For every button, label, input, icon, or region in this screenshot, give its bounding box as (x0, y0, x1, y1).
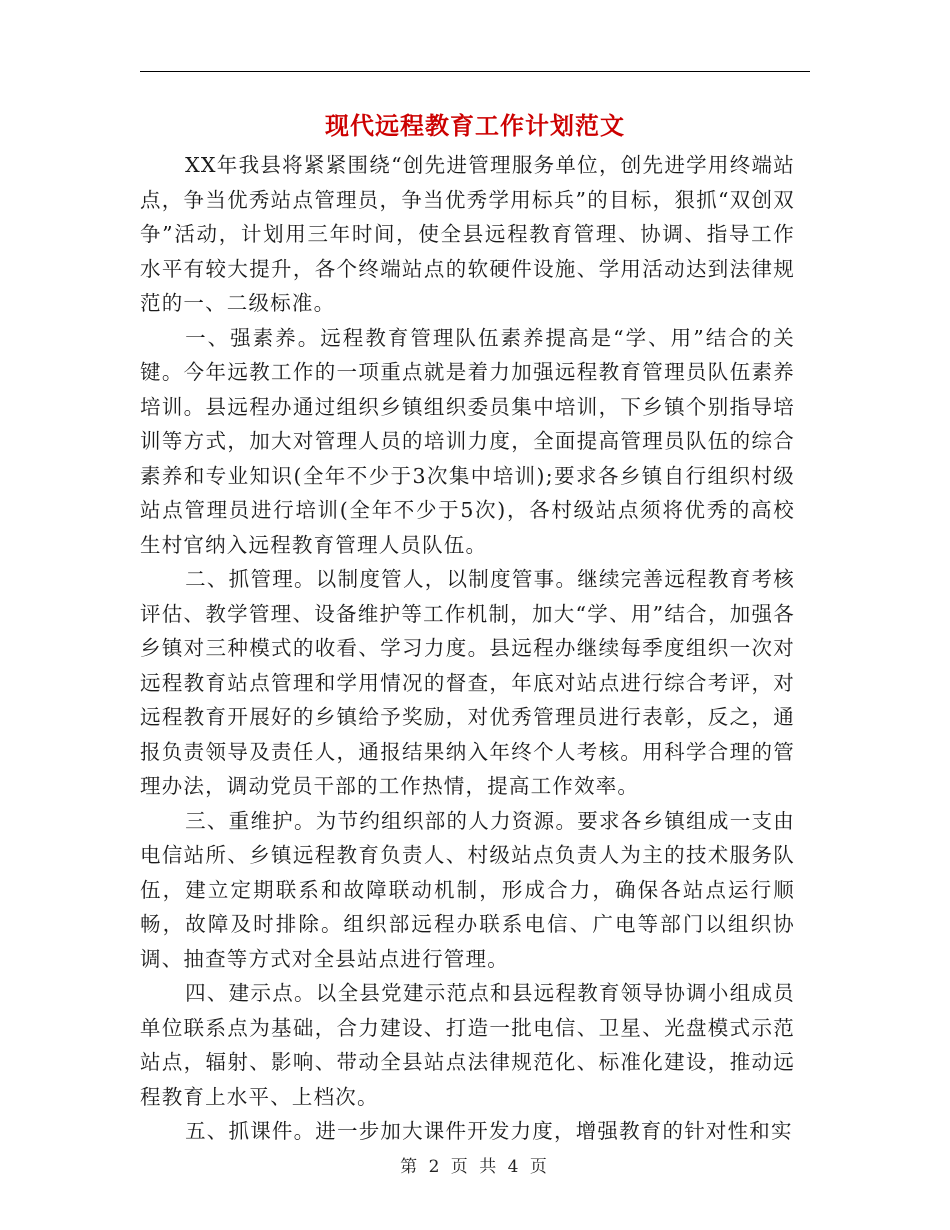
paragraph-section-3: 三、重维护。为节约组织部的人力资源。要求各乡镇组成一支由电信站所、乡镇远程教育负责人、村级站点负责人为主的技术服务队伍，建立定期联系和故障联动机制，形成合力，确保各站点运行顺畅，故障及时排除。组织部远程办联系电信、广电等部门以组织协调、抽查等方式对全县站点进行管理。 (140, 808, 795, 971)
document-body (140, 148, 795, 1149)
page-number-footer: 第 2 页 共 4 页 (400, 1157, 550, 1177)
page-title: 现代远程教育工作计划范文 (325, 111, 625, 140)
paragraph-section-2: 二、抓管理。以制度管人，以制度管事。继续完善远程教育考核评估、教学管理、设备维护等工作机制，加大“学、用”结合，加强各乡镇对三种模式的收看、学习力度。县远程办继续每季度组织一次对远程教育站点管理和学用情况的督查，年底对站点进行综合考评，对远程教育开展好的乡镇给予奖励，对优秀管理员进行表彰，反之，通报负责领导及责任人，通报结果纳入年终个人考核。用科学合理的管理办法，调动党员干部的工作热情，提高工作效率。 (140, 567, 795, 798)
paragraph-section-5: 五、抓课件。进一步加大课件开发力度，增强教育的针对性和实 (185, 1119, 793, 1143)
paragraph-intro: XX年我县将紧紧围绕“创先进管理服务单位，创先进学用终端站点，争当优秀站点管理员，争当优秀学用标兵”的目标，狠抓“双创双争”活动，计划用三年时间，使全县远程教育管理、协调、指导工作水平有较大提升，各个终端站点的软硬件设施、学用活动达到法律规范的一、二级标准。 (140, 153, 795, 315)
header-rule (140, 71, 810, 72)
paragraph-section-1: 一、强素养。远程教育管理队伍素养提高是“学、用”结合的关键。今年远教工作的一项重点就是着力加强远程教育管理员队伍素养培训。县远程办通过组织乡镇组织委员集中培训，下乡镇个别指导培训等方式，加大对管理人员的培训力度，全面提高管理员队伍的综合素养和专业知识(全年不少于3次集中培训);要求各乡镇自行组织村级站点管理员进行培训(全年不少于5次)，各村级站点须将优秀的高校生村官纳入远程教育管理人员队伍。 (140, 325, 795, 557)
paragraph-section-4: 四、建示点。以全县党建示范点和县远程教育领导协调小组成员单位联系点为基础，合力建设、打造一批电信、卫星、光盘模式示范站点，辐射、影响、带动全县站点法律规范化、标准化建设，推动远程教育上水平、上档次。 (140, 981, 795, 1109)
